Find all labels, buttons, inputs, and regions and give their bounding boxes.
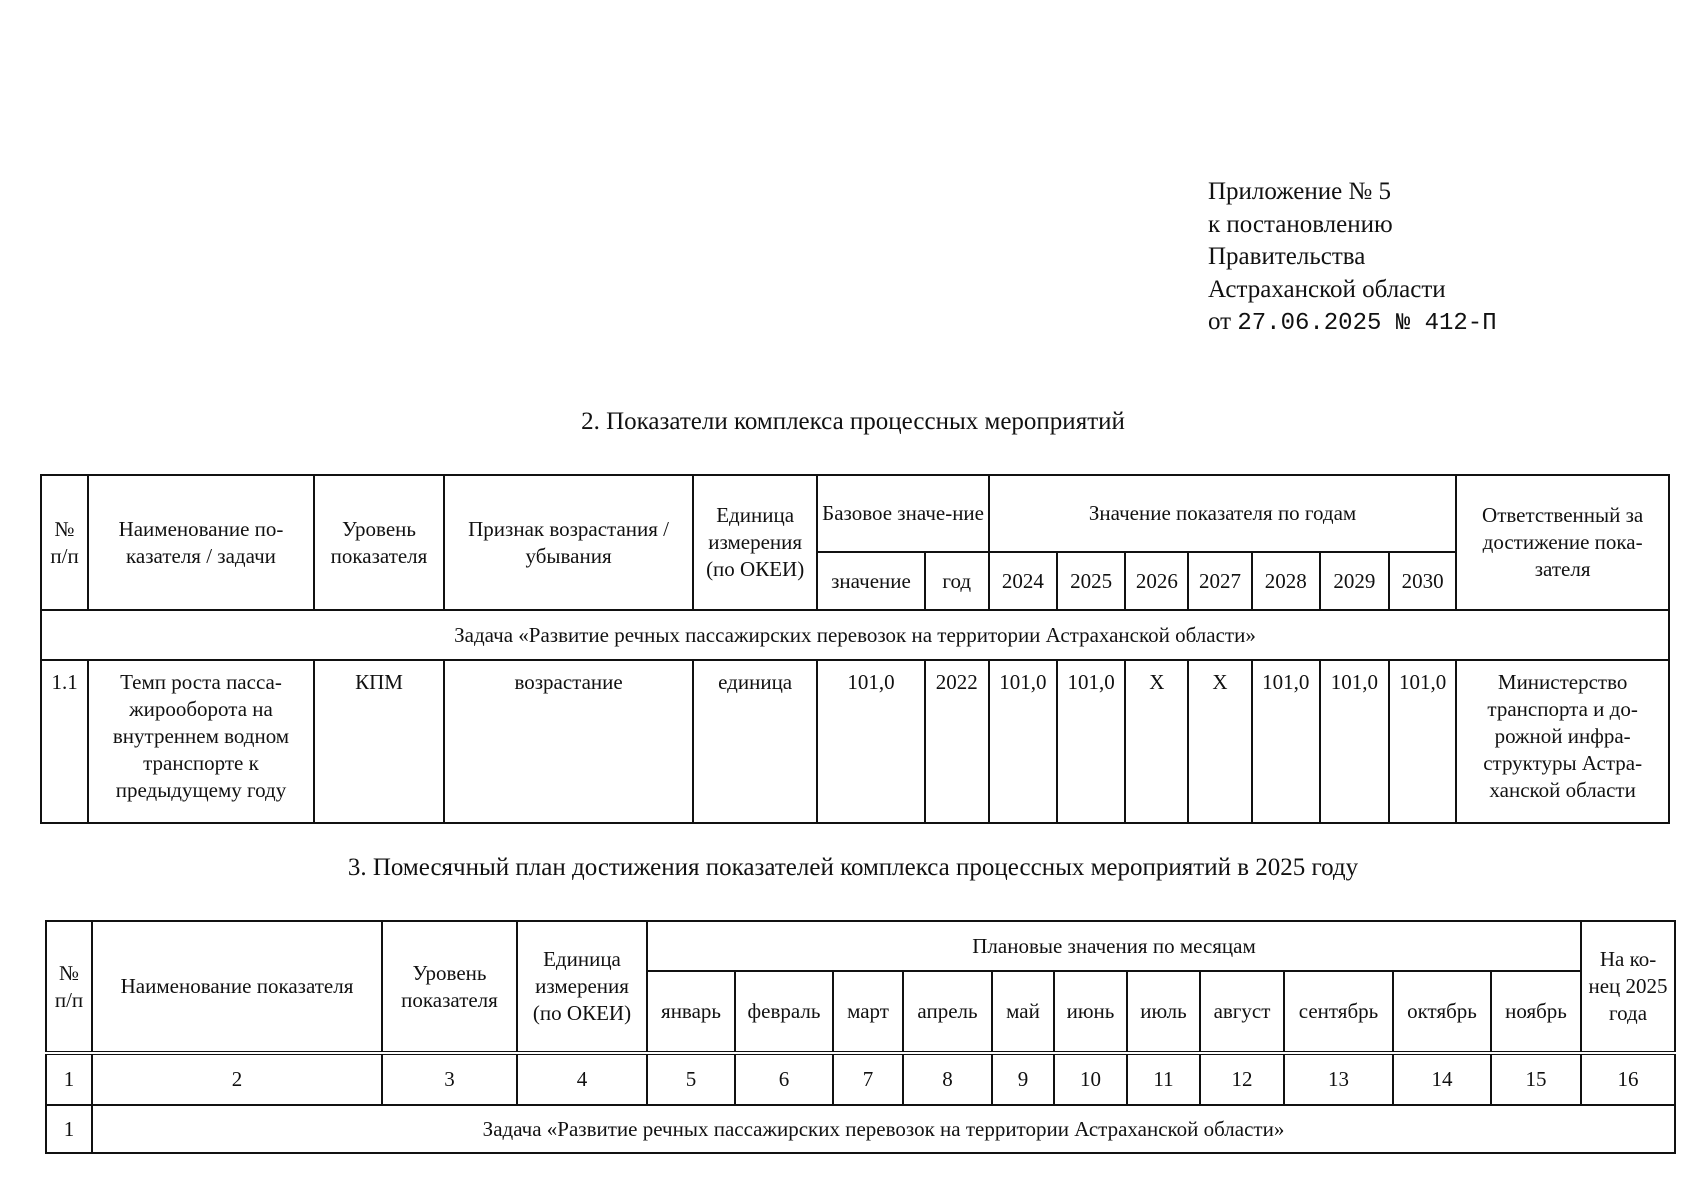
t2-header-year: 2029	[1320, 552, 1389, 610]
t2-row-unit: единица	[693, 660, 817, 823]
t2-row-value: 101,0	[1252, 660, 1320, 823]
t3-col-number: 16	[1581, 1053, 1675, 1105]
table3-numbering-row	[46, 1053, 1675, 1105]
t3-header-num: № п/п	[46, 921, 92, 1053]
t3-col-number: 1	[46, 1053, 92, 1105]
t3-header-month: май	[992, 971, 1054, 1053]
t3-header-month: август	[1200, 971, 1284, 1053]
appendix-line-5	[1208, 306, 1497, 341]
t3-col-number: 4	[517, 1053, 647, 1105]
t2-row-value: 101,0	[989, 660, 1057, 823]
appendix-date-number: 27.06.2025 № 412-П	[1237, 310, 1497, 337]
indicators-table	[40, 474, 1670, 824]
t2-header-name: Наименование по-казателя / задачи	[88, 475, 314, 610]
t2-row-responsible: Министерство транспорта и до-рожной инфра-структуры Астра-ханской области	[1456, 660, 1669, 823]
t2-row-value: X	[1188, 660, 1251, 823]
t2-row-base-value: 101,0	[817, 660, 924, 823]
t2-header-year: 2024	[989, 552, 1057, 610]
t3-header-month: июнь	[1054, 971, 1127, 1053]
appendix-line-1: Приложение № 5	[1208, 178, 1392, 205]
t3-header-month: март	[833, 971, 903, 1053]
t2-row-value: 101,0	[1057, 660, 1125, 823]
table3-header-row-1	[46, 921, 1675, 971]
t2-header-base: Базовое значе-ние	[817, 475, 989, 552]
t3-header-name: Наименование показателя	[92, 921, 382, 1053]
t2-row-value: X	[1125, 660, 1188, 823]
t3-header-month: октябрь	[1393, 971, 1491, 1053]
t3-col-number: 12	[1200, 1053, 1284, 1105]
section-3-title: 3. Помесячный план достижения показателей комплекса процессных мероприятий в 2025 году	[347, 854, 1359, 881]
t2-header-base-value: значение	[817, 552, 924, 610]
t3-col-number: 10	[1054, 1053, 1127, 1105]
t3-col-number: 7	[833, 1053, 903, 1105]
t2-header-level: Уровень показателя	[314, 475, 444, 610]
t2-header-num: № п/п	[41, 475, 88, 610]
t2-row-name: Темп роста пасса-жирооборота на внутреннем водном транспорте к предыдущему году	[88, 660, 314, 823]
t3-col-number: 15	[1491, 1053, 1581, 1105]
monthly-plan-table	[45, 920, 1676, 1154]
t3-header-month: январь	[647, 971, 735, 1053]
t3-col-number: 13	[1284, 1053, 1393, 1105]
t3-task-text: Задача «Развитие речных пассажирских перевозок на территории Астраханской области»	[92, 1105, 1675, 1153]
section-2-title: 2. Показатели комплекса процессных мероприятий	[581, 408, 1125, 435]
t3-header-month: июль	[1127, 971, 1200, 1053]
t3-header-unit: Единица измерения (по ОКЕИ)	[517, 921, 647, 1053]
appendix-date-prefix: от	[1208, 308, 1232, 335]
t2-header-year: 2028	[1252, 552, 1320, 610]
t3-col-number: 8	[903, 1053, 992, 1105]
t2-row-base-year: 2022	[925, 660, 989, 823]
appendix-block	[1208, 176, 1497, 341]
t2-row-value: 101,0	[1320, 660, 1389, 823]
t2-header-responsible: Ответственный за достижение пока-зателя	[1456, 475, 1669, 610]
t2-task-text: Задача «Развитие речных пассажирских перевозок на территории Астраханской области»	[41, 610, 1669, 660]
t2-header-sign: Признак возрастания / убывания	[444, 475, 693, 610]
t3-col-number: 11	[1127, 1053, 1200, 1105]
t2-row-value: 101,0	[1389, 660, 1456, 823]
t2-header-year: 2027	[1188, 552, 1251, 610]
t3-header-month: апрель	[903, 971, 992, 1053]
t2-header-year: 2026	[1125, 552, 1188, 610]
t3-header-month: сентябрь	[1284, 971, 1393, 1053]
t2-row-sign: возрастание	[444, 660, 693, 823]
t3-header-months-group: Плановые значения по месяцам	[647, 921, 1581, 971]
t3-col-number: 5	[647, 1053, 735, 1105]
table-row	[41, 660, 1669, 823]
appendix-line-2: к постановлению	[1208, 210, 1393, 238]
t3-col-number: 9	[992, 1053, 1054, 1105]
t3-col-number: 2	[92, 1053, 382, 1105]
table2-task-row	[41, 610, 1669, 660]
table3-task-row	[46, 1105, 1675, 1153]
t2-header-year: 2025	[1057, 552, 1125, 610]
t2-header-year: 2030	[1389, 552, 1456, 610]
appendix-line-3: Правительства	[1208, 243, 1366, 270]
table2-header-row-1	[41, 475, 1669, 552]
t2-header-unit: Единица измерения (по ОКЕИ)	[693, 475, 817, 610]
t2-header-years-group: Значение показателя по годам	[989, 475, 1456, 552]
t3-col-number: 6	[735, 1053, 833, 1105]
t3-header-month: ноябрь	[1491, 971, 1581, 1053]
t2-row-num: 1.1	[41, 660, 88, 823]
t3-header-level: Уровень показателя	[382, 921, 517, 1053]
t3-header-end: На ко-нец 2025 года	[1581, 921, 1675, 1053]
t3-col-number: 14	[1393, 1053, 1491, 1105]
t2-row-level: КПМ	[314, 660, 444, 823]
t3-col-number: 3	[382, 1053, 517, 1105]
t3-header-month: февраль	[735, 971, 833, 1053]
t3-task-num: 1	[46, 1105, 92, 1153]
appendix-line-4: Астраханской области	[1208, 275, 1446, 303]
t2-header-base-year: год	[925, 552, 989, 610]
